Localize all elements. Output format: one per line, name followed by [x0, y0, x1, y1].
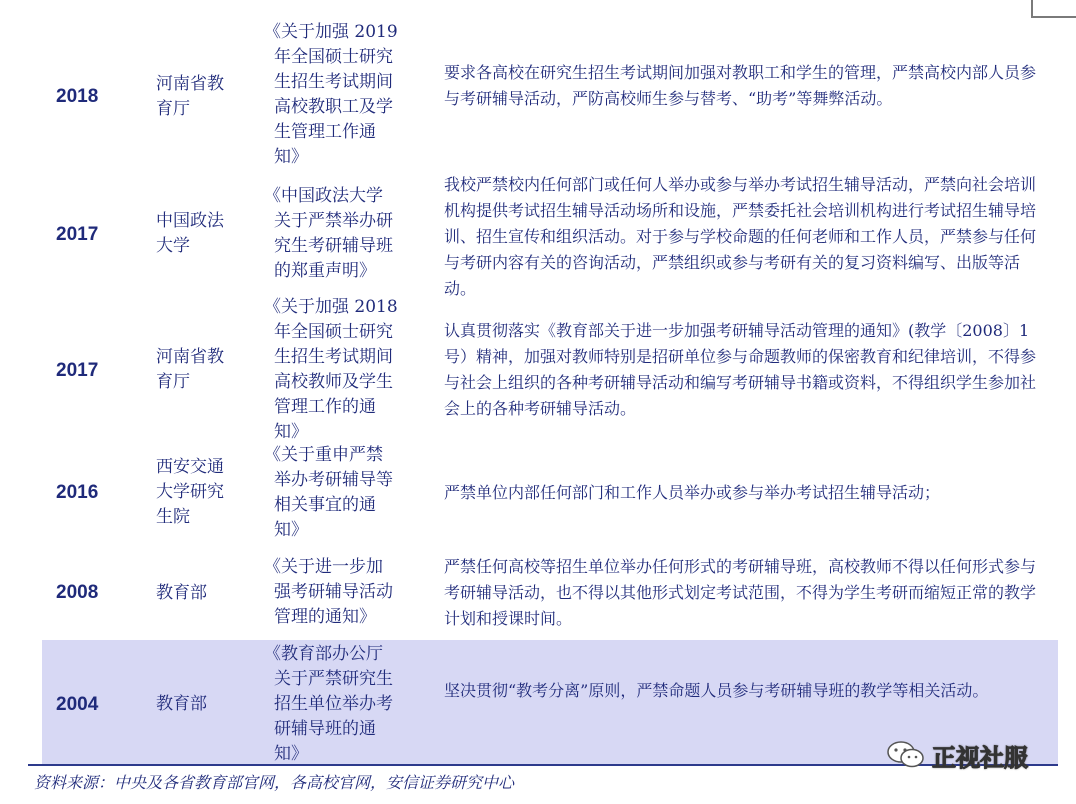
department-cell: 河南省教 育厅 [156, 347, 224, 392]
document-title-cell: 《中国政法大学 关于严禁举办研 究生考研辅导班 的郑重声明》 [264, 186, 393, 281]
description-cell: 严禁单位内部任何部门和工作人员举办或参与举办考试招生辅导活动； [444, 483, 941, 502]
table-row [0, 172, 1076, 298]
wechat-icon [886, 740, 926, 770]
year-cell: 2016 [56, 482, 99, 503]
description-cell: 认真贯彻落实《教育部关于进一步加强考研辅导活动管理的通知》(教学〔2008〕1 号）精神，加强对教师特别是招研单位参与命题教师的保密教育和纪律培训，不得参与社会上组织的各种考研辅导活动和编写考研辅导书籍或资料，不得组织学生参加社会上的各种考研辅导活动。 [444, 321, 1037, 418]
table-row [0, 0, 1076, 172]
watermark-text: 正视社服 [932, 743, 1028, 772]
year-cell: 2004 [56, 694, 99, 715]
source-note: 资料来源：中央及各省教育部官网，各高校官网，安信证券研究中心 [34, 773, 515, 792]
year-cell: 2017 [56, 224, 99, 245]
document-title-cell: 《关于加强 2019 年全国硕士研究 生招生考试期间 高校教职工及学 生管理工作通 知》 [264, 22, 398, 167]
document-title-cell: 《关于重申严禁 举办考研辅导等 相关事宜的通 知》 [264, 445, 393, 540]
document-title-cell: 《关于加强 2018 年全国硕士研究 生招生考试期间 高校教师及学生 管理工作的通 知》 [264, 297, 398, 442]
department-cell: 河南省教 育厅 [156, 74, 224, 119]
description-cell: 严禁任何高校等招生单位举办任何形式的考研辅导班，高校教师不得以任何形式参与考研辅导活动，也不得以其他形式划定考试范围，不得为学生考研而缩短正常的教学计划和授课时间。 [444, 557, 1037, 628]
document-title-cell: 《教育部办公厅 关于严禁研究生 招生单位举办考 研辅导班的通 知》 [264, 644, 393, 764]
department-cell: 中国政法 大学 [156, 211, 224, 256]
year-cell: 2008 [56, 582, 99, 603]
table-row [0, 554, 1076, 640]
department-cell: 教育部 [156, 583, 207, 603]
document-title-cell: 《关于进一步加 强考研辅导活动 管理的通知》 [264, 557, 393, 627]
year-cell: 2017 [56, 360, 99, 381]
description-cell: 要求各高校在研究生招生考试期间加强对教职工和学生的管理，严禁高校内部人员参与考研辅导活动，严防高校师生参与替考、“助考”等舞弊活动。 [444, 63, 1037, 108]
description-cell: 我校严禁校内任何部门或任何人举办或参与举办考试招生辅导活动，严禁向社会培训机构提供考试招生辅导活动场所和设施，严禁委托社会培训机构进行考试招生辅导培训、招生宣传和组织活动。对于参与学校命题的任何老师和工作人员，严禁参与任何与考研内容有关的咨询活动，严禁组织或参与考研有关的复习资料编写、出版等活动。 [444, 175, 1037, 298]
description-cell: 坚决贯彻“教考分离”原则，严禁命题人员参与考研辅导班的教学等相关活动。 [444, 681, 989, 700]
department-cell: 教育部 [156, 694, 207, 714]
table-row [0, 298, 1076, 444]
department-cell: 西安交通 大学研究 生院 [156, 457, 224, 527]
watermark [886, 738, 1028, 772]
year-cell: 2018 [56, 86, 99, 107]
table-row [0, 444, 1076, 554]
